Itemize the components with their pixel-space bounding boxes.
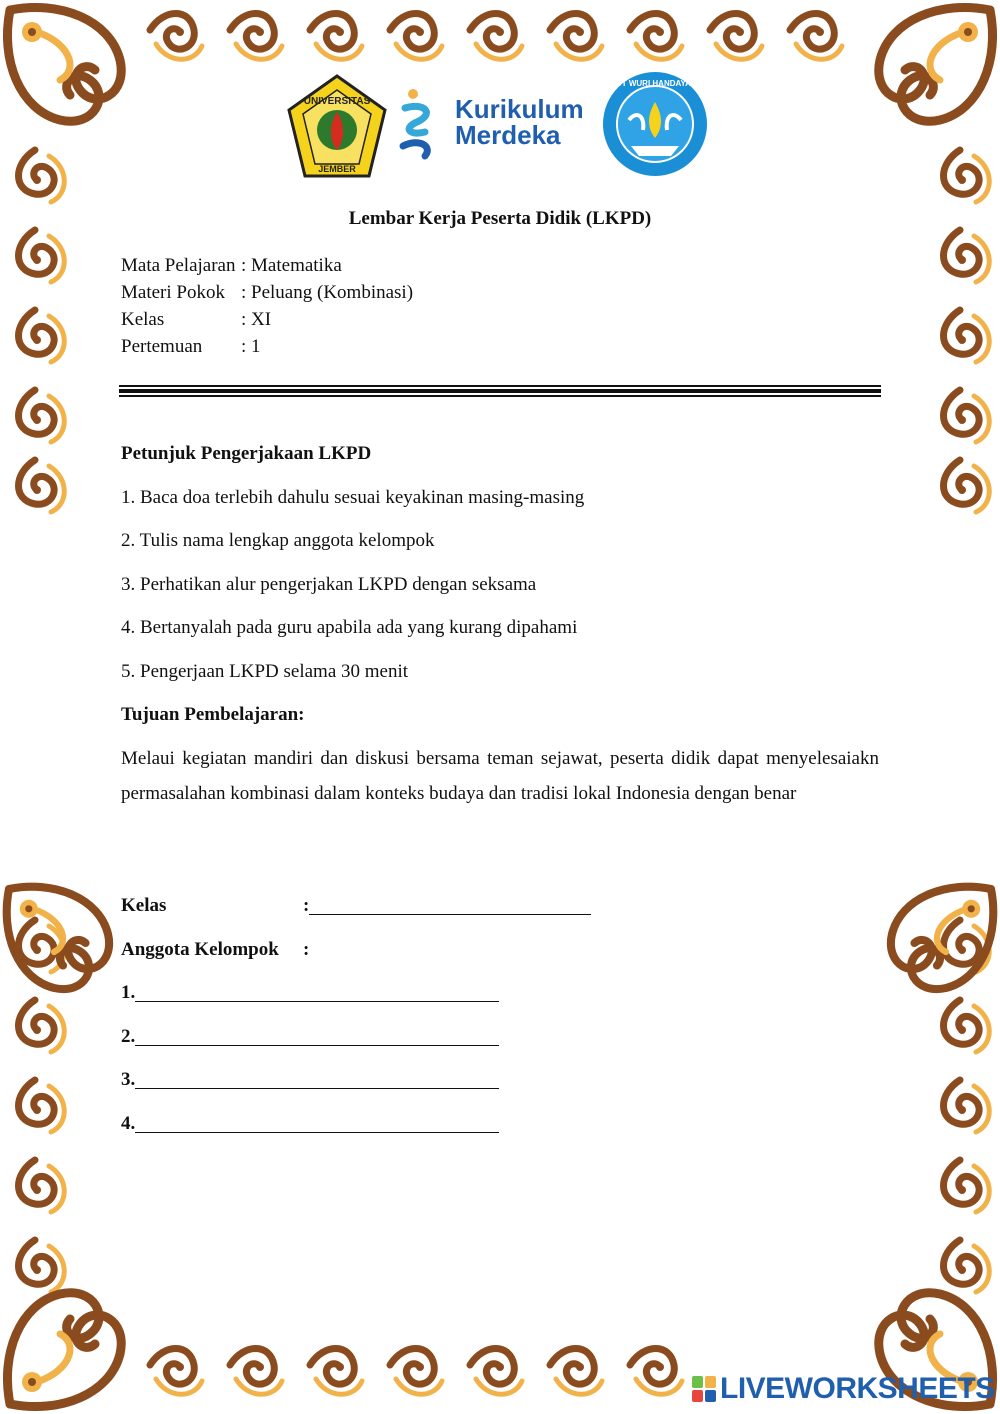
- unej-bottom-text: JEMBER: [318, 164, 356, 174]
- unej-top-text: UNIVERSITAS: [303, 96, 371, 107]
- meta-label: Pertemuan: [121, 336, 203, 357]
- member-row: [121, 979, 591, 1023]
- kelas-input-line[interactable]: [309, 892, 591, 915]
- liveworksheets-watermark: [692, 1372, 995, 1406]
- member-input-line[interactable]: [135, 1023, 499, 1046]
- meta-value: : XI: [241, 309, 272, 330]
- member-row: [121, 1023, 591, 1067]
- logo-row: [285, 72, 715, 182]
- meta-row-topic: [121, 279, 413, 306]
- meta-value: : 1: [241, 336, 261, 357]
- meta-label: Mata Pelajaran: [121, 255, 236, 276]
- tutwuri-logo: [603, 72, 707, 176]
- goal-text: Melaui kegiatan mandiri dan diskusi bersama teman sejawat, peserta didik dapat menyelesaiakn permasalahan kombinasi dalam konteks budaya dan tradisi lokal Indonesia dengan benar: [121, 747, 879, 804]
- member-row: [121, 1066, 591, 1110]
- meta-label: Kelas: [121, 309, 165, 330]
- instruction-item: 4. Bertanyalah pada guru apabila ada yang kurang dipahami: [121, 617, 578, 638]
- member-input-line[interactable]: [135, 1110, 499, 1133]
- kelas-colon: :: [303, 895, 310, 916]
- watermark-text: LIVEWORKSHEETS: [720, 1372, 995, 1405]
- kelas-label: Kelas: [121, 895, 167, 916]
- member-number: 1.: [121, 982, 136, 1003]
- member-row: [121, 1110, 591, 1154]
- meta-value: : Peluang (Kombinasi): [241, 282, 414, 303]
- instruction-item: 1. Baca doa terlebih dahulu sesuai keyakinan masing-masing: [121, 486, 585, 508]
- member-number: 2.: [121, 1025, 136, 1047]
- member-number: 3.: [121, 1069, 136, 1090]
- instruction-item: 3. Perhatikan alur pengerjakan LKPD dengan seksama: [121, 573, 537, 595]
- member-input-line[interactable]: [135, 1066, 499, 1089]
- anggota-colon: :: [303, 938, 310, 960]
- instruction-item: 2. Tulis nama lengkap anggota kelompok: [121, 530, 435, 551]
- unej-logo: [289, 76, 385, 176]
- kurikulum-line2: Merdeka: [455, 120, 561, 150]
- group-form: [121, 892, 591, 1153]
- anggota-row: [121, 936, 591, 980]
- double-rule-separator: [119, 385, 881, 397]
- liveworksheets-icon: [692, 1376, 716, 1402]
- kurikulum-merdeka-logo: [403, 89, 584, 156]
- meta-row-class: [121, 306, 413, 333]
- kelas-row: [121, 892, 591, 936]
- meta-row-subject: [121, 252, 413, 279]
- member-number: 4.: [121, 1112, 136, 1134]
- tutwuri-text: TUT WURI HANDAYANI: [611, 79, 699, 88]
- instructions-section: [121, 440, 879, 811]
- kurikulum-line1: Kurikulum: [455, 94, 584, 124]
- meta-row-meeting: [121, 333, 413, 360]
- meta-label: Materi Pokok: [121, 282, 225, 303]
- document-title: Lembar Kerja Peserta Didik (LKPD): [348, 208, 652, 229]
- instruction-item: 5. Pengerjaan LKPD selama 30 menit: [121, 660, 409, 682]
- instructions-heading: Petunjuk Pengerjakaan LKPD: [121, 443, 372, 464]
- anggota-label: Anggota Kelompok: [121, 938, 279, 960]
- meta-value: : Matematika: [241, 255, 342, 276]
- meta-block: [121, 252, 413, 360]
- member-input-line[interactable]: [135, 979, 499, 1002]
- goal-heading: Tujuan Pembelajaran:: [121, 704, 305, 725]
